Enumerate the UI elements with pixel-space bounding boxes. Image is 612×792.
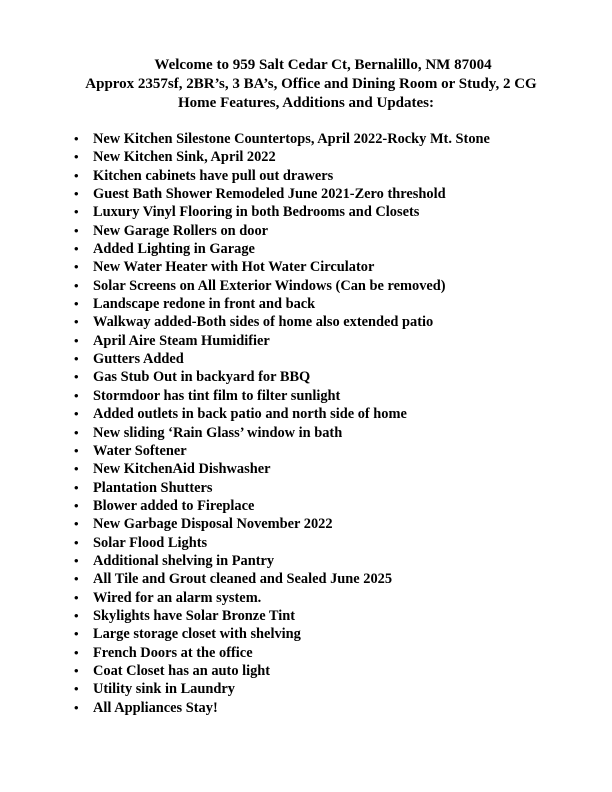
feature-item <box>70 589 490 607</box>
feature-text: Guest Bath Shower Remodeled June 2021-Zero threshold <box>93 186 446 203</box>
feature-item <box>70 387 490 405</box>
bullet-icon: • <box>74 607 79 623</box>
feature-text: All Tile and Grout cleaned and Sealed June 2025 <box>93 571 393 588</box>
feature-item <box>70 442 490 460</box>
bullet-icon: • <box>74 571 79 587</box>
feature-text: Blower added to Fireplace <box>93 497 255 514</box>
feature-text: New Water Heater with Hot Water Circulator <box>93 259 375 276</box>
feature-text: Additional shelving in Pantry <box>93 552 275 569</box>
feature-item <box>70 625 490 643</box>
feature-item <box>70 460 490 478</box>
bullet-icon: • <box>74 314 79 330</box>
document-header <box>0 56 612 113</box>
feature-text: Solar Flood Lights <box>93 534 208 551</box>
feature-text: Water Softener <box>93 442 187 459</box>
bullet-icon: • <box>74 681 79 697</box>
feature-item <box>70 368 490 386</box>
feature-item <box>70 424 490 442</box>
feature-text: Wired for an alarm system. <box>93 589 262 606</box>
feature-text: April Aire Steam Humidifier <box>93 332 270 349</box>
bullet-icon: • <box>74 259 79 275</box>
feature-item <box>70 167 490 185</box>
bullet-icon: • <box>74 222 79 238</box>
feature-item <box>70 148 490 166</box>
feature-item <box>70 644 490 662</box>
features-list <box>70 130 490 717</box>
bullet-icon: • <box>74 167 79 183</box>
feature-text: New Garage Rollers on door <box>93 222 269 239</box>
bullet-icon: • <box>74 534 79 550</box>
bullet-icon: • <box>74 424 79 440</box>
bullet-icon: • <box>74 461 79 477</box>
bullet-icon: • <box>74 497 79 513</box>
feature-item <box>70 405 490 423</box>
feature-item <box>70 552 490 570</box>
feature-text: New sliding ‘Rain Glass’ window in bath <box>93 424 343 441</box>
feature-text: Landscape redone in front and back <box>93 296 316 313</box>
bullet-icon: • <box>74 644 79 660</box>
bullet-icon: • <box>74 186 79 202</box>
feature-item <box>70 662 490 680</box>
feature-item <box>70 350 490 368</box>
bullet-icon: • <box>74 589 79 605</box>
feature-text: Added Lighting in Garage <box>93 241 255 258</box>
feature-text: New Garbage Disposal November 2022 <box>93 516 333 533</box>
feature-text: Solar Screens on All Exterior Windows (Can be removed) <box>93 277 446 294</box>
feature-text: Stormdoor has tint film to filter sunlight <box>93 387 341 404</box>
bullet-icon: • <box>74 149 79 165</box>
bullet-icon: • <box>74 241 79 257</box>
feature-item <box>70 258 490 276</box>
bullet-icon: • <box>74 699 79 715</box>
feature-item <box>70 497 490 515</box>
bullet-icon: • <box>74 626 79 642</box>
feature-item <box>70 240 490 258</box>
bullet-icon: • <box>74 296 79 312</box>
feature-text: New Kitchen Sink, April 2022 <box>93 149 276 166</box>
feature-item <box>70 185 490 203</box>
feature-text: Walkway added-Both sides of home also extended patio <box>93 314 434 331</box>
bullet-icon: • <box>74 479 79 495</box>
feature-item <box>70 607 490 625</box>
bullet-icon: • <box>74 131 79 146</box>
feature-text: New Kitchen Silestone Countertops, April 2022-Rocky Mt. Stone <box>93 131 490 147</box>
bullet-icon: • <box>74 369 79 385</box>
feature-text: Skylights have Solar Bronze Tint <box>93 607 296 624</box>
feature-text: Coat Closet has an auto light <box>93 662 271 679</box>
feature-item <box>70 570 490 588</box>
welcome-address-heading: Welcome to 959 Salt Cedar Ct, Bernalillo, NM 87004 <box>154 57 492 73</box>
feature-text: All Appliances Stay! <box>93 699 218 716</box>
feature-item <box>70 203 490 221</box>
feature-item <box>70 222 490 240</box>
bullet-icon: • <box>74 406 79 422</box>
property-summary-heading: Approx 2357sf, 2BR’s, 3 BA’s, Office and Dining Room or Study, 2 CG <box>85 76 537 92</box>
feature-item <box>70 130 490 148</box>
feature-item <box>70 515 490 533</box>
feature-text: New KitchenAid Dishwasher <box>93 461 271 478</box>
feature-item <box>70 699 490 717</box>
bullet-icon: • <box>74 552 79 568</box>
feature-item <box>70 534 490 552</box>
feature-text: Luxury Vinyl Flooring in both Bedrooms and Closets <box>93 204 420 221</box>
bullet-icon: • <box>74 442 79 458</box>
bullet-icon: • <box>74 277 79 293</box>
feature-text: Plantation Shutters <box>93 479 213 496</box>
feature-text: Gutters Added <box>93 351 184 368</box>
feature-item <box>70 332 490 350</box>
feature-item <box>70 313 490 331</box>
bullet-icon: • <box>74 332 79 348</box>
feature-text: Added outlets in back patio and north side of home <box>93 406 407 423</box>
feature-item <box>70 277 490 295</box>
feature-text: Utility sink in Laundry <box>93 681 235 698</box>
bullet-icon: • <box>74 662 79 678</box>
feature-item <box>70 295 490 313</box>
features-heading: Home Features, Additions and Updates: <box>178 95 434 111</box>
feature-text: Gas Stub Out in backyard for BBQ <box>93 369 311 386</box>
feature-text: Kitchen cabinets have pull out drawers <box>93 167 334 184</box>
bullet-icon: • <box>74 387 79 403</box>
feature-item <box>70 479 490 497</box>
bullet-icon: • <box>74 204 79 220</box>
bullet-icon: • <box>74 516 79 532</box>
feature-item <box>70 680 490 698</box>
feature-text: Large storage closet with shelving <box>93 626 301 643</box>
bullet-icon: • <box>74 351 79 367</box>
feature-text: French Doors at the office <box>93 644 253 661</box>
